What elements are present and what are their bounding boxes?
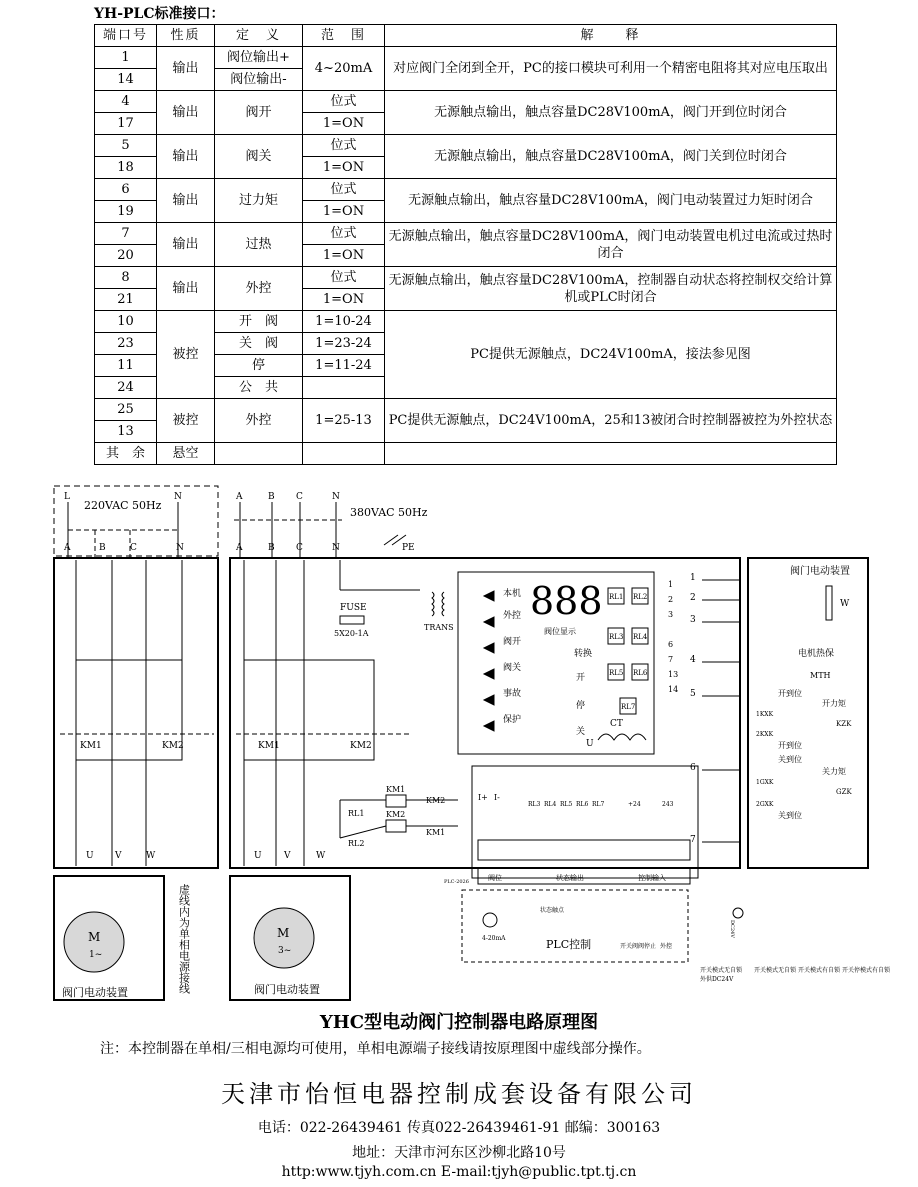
led-icon xyxy=(484,695,494,705)
relay-label: RL6 xyxy=(633,669,648,677)
label-380vac: 380VAC 50Hz xyxy=(350,506,428,519)
relay-label: RL6 xyxy=(576,801,589,808)
port-cell: 8 xyxy=(95,267,157,289)
switch-mode-2: 开关模式无自锁 xyxy=(754,967,797,974)
explanation-cell: 对应阀门全闭到全开，PC的接口模块可利用一个精密电阻将其对应电压取出 xyxy=(385,47,837,91)
terminal-number: 5 xyxy=(690,689,696,699)
potentiometer-icon xyxy=(826,586,832,620)
label-n: N xyxy=(174,492,182,502)
plc-interface-table xyxy=(94,24,837,465)
circuit-diagram xyxy=(0,480,918,1005)
port-cell: 4 xyxy=(95,91,157,113)
single-phase-section xyxy=(54,486,218,1000)
controller-box xyxy=(230,558,740,868)
range-cell xyxy=(303,443,385,465)
explanation-cell: PC提供无源触点，DC24V100mA，接法参见图 xyxy=(385,311,837,399)
type-cell: 输出 xyxy=(157,267,215,311)
label-fuse-rating: 5X20-1A xyxy=(334,629,369,638)
label-close-limit: 关到位 xyxy=(778,811,802,820)
label-ct: CT xyxy=(610,719,623,729)
actuator-label: 阀门电动装置 xyxy=(254,983,320,996)
label-status-contact: 状态触点 xyxy=(540,907,565,914)
label-plus24: +24 xyxy=(628,801,641,808)
label-rl1: RL1 xyxy=(348,809,365,818)
definition-cell: 阀位输出- xyxy=(215,69,303,91)
pin-number: 1 xyxy=(668,580,674,589)
explanation-cell: 无源触点输出，触点容量DC28V100mA，阀门开到位时闭合 xyxy=(385,91,837,135)
label-kgf: 开关阀阀 xyxy=(620,943,645,950)
actuator-label: 阀门电动装置 xyxy=(62,986,128,999)
definition-cell: 关 阀 xyxy=(215,333,303,355)
label-n: N xyxy=(332,543,340,553)
range-cell: 位式 xyxy=(303,267,385,289)
range-cell: 1=25-13 xyxy=(303,399,385,443)
label-open-limit: 开到位 xyxy=(778,689,802,698)
range-cell xyxy=(303,377,385,399)
terminal-number: 3 xyxy=(690,615,696,625)
relay-label: RL2 xyxy=(633,593,648,601)
dashed-note: 虚线内为单相电源接线 xyxy=(177,884,191,994)
label-plc-position: 阀位 xyxy=(488,874,502,882)
motor-phase: 1~ xyxy=(89,950,103,960)
range-cell: 1=ON xyxy=(303,157,385,179)
table-row xyxy=(95,91,837,113)
label-1kxk: 1KXK xyxy=(756,711,774,718)
definition-cell: 阀关 xyxy=(215,135,303,179)
range-cell: 1=ON xyxy=(303,245,385,267)
port-cell: 14 xyxy=(95,69,157,91)
led-label-local: 本机 xyxy=(503,589,522,599)
relay-label: RL4 xyxy=(633,633,648,641)
range-cell: 位式 xyxy=(303,91,385,113)
relay-label: RL5 xyxy=(609,669,624,677)
label-v: V xyxy=(284,851,291,861)
range-cell: 1=10-24 xyxy=(303,311,385,333)
plc-dashed-box xyxy=(462,890,688,962)
type-cell: 输出 xyxy=(157,135,215,179)
type-cell: 输出 xyxy=(157,91,215,135)
label-km1: KM1 xyxy=(258,741,280,751)
led-label-protect: 保护 xyxy=(503,715,522,725)
fuse-icon xyxy=(340,616,364,624)
meter-icon xyxy=(483,913,497,927)
range-cell: 1=11-24 xyxy=(303,355,385,377)
label-pe: PE xyxy=(402,543,415,553)
switch-mode-4: 开关停模式有自锁 xyxy=(842,967,891,974)
km1-coil xyxy=(386,795,406,807)
label-2kxk: 2KXK xyxy=(756,731,774,738)
button-label-open: 开 xyxy=(576,673,586,683)
definition-cell: 阀位输出+ xyxy=(215,47,303,69)
label-w: W xyxy=(146,851,156,861)
type-cell: 输出 xyxy=(157,47,215,91)
label-c: C xyxy=(296,543,303,553)
label-wk: 外控 xyxy=(660,943,673,950)
label-u: U xyxy=(254,851,262,861)
port-cell: 11 xyxy=(95,355,157,377)
port-cell: 7 xyxy=(95,223,157,245)
label-b: B xyxy=(268,543,275,553)
type-cell: 输出 xyxy=(157,223,215,267)
label-n: N xyxy=(176,543,184,553)
label-243: 243 xyxy=(662,801,674,808)
range-cell: 1=ON xyxy=(303,201,385,223)
label-gzk: GZK xyxy=(836,788,852,796)
label-4-20ma: 4-20mA xyxy=(482,935,506,942)
header-port: 端口号 xyxy=(95,25,157,47)
label-a: A xyxy=(64,543,71,553)
label-tz: 停止 xyxy=(644,943,657,950)
three-phase-section xyxy=(230,492,740,1000)
label-mth: MTH xyxy=(810,671,831,680)
explanation-cell: 无源触点输出，触点容量DC28V100mA，控制器自动状态将控制权交给计算机或PLC时闭合 xyxy=(385,267,837,311)
range-cell: 1=ON xyxy=(303,289,385,311)
table-row xyxy=(95,135,837,157)
relay-label: RL3 xyxy=(528,801,541,808)
pin-number: 14 xyxy=(668,685,679,694)
label-fuse: FUSE xyxy=(340,603,367,613)
label-km1: KM1 xyxy=(426,828,446,837)
company-name: 天津市怡恒电器控制成套设备有限公司 xyxy=(221,1080,697,1108)
diagram-title: YHC型电动阀门控制器电路原理图 xyxy=(319,1012,599,1033)
relay-label: RL1 xyxy=(609,593,624,601)
port-cell: 18 xyxy=(95,157,157,179)
label-a: A xyxy=(236,543,243,553)
actuator-label: 阀门电动装置 xyxy=(790,566,850,577)
label-km1: KM1 xyxy=(80,741,102,751)
port-cell: 20 xyxy=(95,245,157,267)
pin-number: 2 xyxy=(668,595,674,604)
label-i-plus: I+ xyxy=(478,793,488,802)
diagram-note: 注：本控制器在单相/三相电源均可使用，单相电源端子接线请按原理图中虚线部分操作。 xyxy=(100,1041,651,1057)
control-wire xyxy=(340,826,386,838)
label-km1: KM1 xyxy=(386,785,406,794)
km2-coil xyxy=(386,820,406,832)
terminal-number: 1 xyxy=(690,573,696,583)
port-cell: 1 xyxy=(95,47,157,69)
definition-cell: 外控 xyxy=(215,399,303,443)
label-close-torque: 关力矩 xyxy=(822,767,846,776)
table-row xyxy=(95,399,837,421)
led-icon xyxy=(484,721,494,731)
terminal-number: 7 xyxy=(690,835,696,845)
label-close-limit: 关到位 xyxy=(778,755,802,764)
label-a: A xyxy=(236,492,243,502)
label-c: C xyxy=(296,492,303,502)
relay-label: RL4 xyxy=(544,801,557,808)
motor-label: M xyxy=(277,926,290,940)
label-open-torque: 开力矩 xyxy=(822,699,846,708)
explanation-cell: 无源触点输出，触点容量DC28V100mA，阀门关到位时闭合 xyxy=(385,135,837,179)
port-cell: 6 xyxy=(95,179,157,201)
label-valve-display: 阀位显示 xyxy=(544,627,576,636)
table-row xyxy=(95,223,837,245)
label-1gxk: 1GXK xyxy=(756,779,774,786)
port-cell: 19 xyxy=(95,201,157,223)
type-cell: 被控 xyxy=(157,311,215,399)
definition-cell: 过热 xyxy=(215,223,303,267)
led-label-fault: 事故 xyxy=(503,689,522,699)
label-i-minus: I- xyxy=(494,793,500,802)
port-cell: 13 xyxy=(95,421,157,443)
label-plc-control: 控制输入 xyxy=(638,874,666,882)
label-plc-control-text: PLC控制 xyxy=(546,938,592,951)
port-cell: 17 xyxy=(95,113,157,135)
port-cell: 5 xyxy=(95,135,157,157)
label-ct-u: U xyxy=(586,739,594,749)
interface-heading: YH-PLC标准接口： xyxy=(94,6,225,22)
terminal-column xyxy=(690,558,868,868)
label-dc24v: DC24V xyxy=(729,920,735,938)
led-label-remote: 外控 xyxy=(503,611,522,621)
switch-mode-3: 开关模式有自锁 xyxy=(798,967,841,974)
explanation-cell: PC提供无源触点，DC24V100mA，25和13被闭合时控制器被控为外控状态 xyxy=(385,399,837,443)
label-plc-model: PLC-2026 xyxy=(444,879,469,885)
label-trans: TRANS xyxy=(424,623,454,632)
label-c: C xyxy=(130,543,137,553)
label-motor-thermal: 电机热保 xyxy=(798,649,835,659)
switch-mode-1: 开关模式无自锁 xyxy=(700,967,743,974)
label-open-limit: 开到位 xyxy=(778,741,802,750)
definition-cell: 公 共 xyxy=(215,377,303,399)
range-cell: 1=ON xyxy=(303,113,385,135)
dc-source-icon xyxy=(733,908,743,918)
led-icon xyxy=(484,591,494,601)
header-range: 范 围 xyxy=(303,25,385,47)
relay-label: RL7 xyxy=(592,801,605,808)
type-cell: 输出 xyxy=(157,179,215,223)
range-cell: 位式 xyxy=(303,223,385,245)
header-type: 性质 xyxy=(157,25,215,47)
port-cell: 24 xyxy=(95,377,157,399)
led-label-close: 阀关 xyxy=(503,663,522,673)
explanation-cell: 无源触点输出，触点容量DC28V100mA，阀门电动装置电机过电流或过热时闭合 xyxy=(385,223,837,267)
definition-cell: 阀开 xyxy=(215,91,303,135)
definition-cell: 开 阀 xyxy=(215,311,303,333)
switch-mode-legends xyxy=(700,908,891,983)
port-cell: 25 xyxy=(95,399,157,421)
label-b: B xyxy=(268,492,275,502)
label-l: L xyxy=(64,492,70,502)
relay-label: RL5 xyxy=(560,801,573,808)
transformer-coil-icon xyxy=(442,592,444,616)
header-definition: 定 义 xyxy=(215,25,303,47)
explanation-cell xyxy=(385,443,837,465)
contact-line: 电话：022-26439461 传真022-26439461-91 邮编：300163 xyxy=(257,1120,661,1136)
pin-number: 3 xyxy=(668,610,674,619)
button-label-close: 关 xyxy=(576,727,586,737)
terminal-number: 2 xyxy=(690,593,696,603)
label-w: W xyxy=(316,851,326,861)
label-km2: KM2 xyxy=(386,810,406,819)
definition-cell: 外控 xyxy=(215,267,303,311)
definition-cell xyxy=(215,443,303,465)
definition-cell: 停 xyxy=(215,355,303,377)
range-cell: 位式 xyxy=(303,179,385,201)
table-row xyxy=(95,179,837,201)
table-row xyxy=(95,47,837,69)
label-rl2: RL2 xyxy=(348,839,365,848)
pin-number: 7 xyxy=(668,655,674,664)
range-cell: 1=23-24 xyxy=(303,333,385,355)
table-row xyxy=(95,443,837,465)
led-icon xyxy=(484,643,494,653)
motor-phase: 3~ xyxy=(278,946,292,956)
plc-module xyxy=(444,766,698,962)
label-kzk: KZK xyxy=(836,720,852,728)
address-line: 地址：天津市河东区沙柳北路10号 xyxy=(352,1145,566,1161)
motor-label: M xyxy=(88,930,101,944)
label-km2: KM2 xyxy=(162,741,184,751)
transformer-coil-icon xyxy=(432,592,434,616)
type-cell: 悬空 xyxy=(157,443,215,465)
range-cell: 4~20mA xyxy=(303,47,385,91)
label-n: N xyxy=(332,492,340,502)
ground-symbol xyxy=(384,535,398,545)
explanation-cell: 无源触点输出，触点容量DC28V100mA，阀门电动装置过力矩时闭合 xyxy=(385,179,837,223)
table-row xyxy=(95,267,837,289)
plc-board xyxy=(472,766,698,878)
label-2gxk: 2GXK xyxy=(756,801,774,808)
relay-label: RL3 xyxy=(609,633,624,641)
terminal-number: 6 xyxy=(690,763,696,773)
seven-segment-display: 888 xyxy=(530,579,603,623)
range-cell: 位式 xyxy=(303,135,385,157)
terminal-strip xyxy=(478,840,690,860)
label-u: U xyxy=(86,851,94,861)
label-plc-status: 状态输出 xyxy=(556,874,584,882)
led-label-open: 阀开 xyxy=(503,637,522,647)
label-w-pot: W xyxy=(840,599,850,609)
port-cell: 21 xyxy=(95,289,157,311)
label-b: B xyxy=(99,543,106,553)
web-email-line: http:www.tjyh.com.cn E-mail:tjyh@public.tpt.tj.cn xyxy=(281,1164,637,1180)
pin-number: 13 xyxy=(668,670,679,679)
label-220vac: 220VAC 50Hz xyxy=(84,499,162,512)
label-km2: KM2 xyxy=(350,741,372,751)
pin-number: 6 xyxy=(668,640,674,649)
port-cell: 23 xyxy=(95,333,157,355)
table-header-row xyxy=(95,25,837,47)
type-cell: 被控 xyxy=(157,399,215,443)
port-cell: 其 余 xyxy=(95,443,157,465)
terminal-number: 4 xyxy=(690,655,696,665)
label-v: V xyxy=(115,851,122,861)
table-row xyxy=(95,311,837,333)
led-icon xyxy=(484,617,494,627)
relay-label: RL7 xyxy=(621,703,636,711)
ct-coil-icon xyxy=(598,734,646,740)
definition-cell: 过力矩 xyxy=(215,179,303,223)
single-phase-box xyxy=(54,558,218,868)
led-icon xyxy=(484,669,494,679)
port-cell: 10 xyxy=(95,311,157,333)
switch-mode-1-note: 外供DC24V xyxy=(700,976,734,983)
header-explanation: 解 释 xyxy=(385,25,837,47)
button-label-stop: 停 xyxy=(576,701,586,711)
button-label-switch: 转换 xyxy=(574,649,593,659)
control-panel xyxy=(458,572,678,754)
label-km2: KM2 xyxy=(426,796,446,805)
